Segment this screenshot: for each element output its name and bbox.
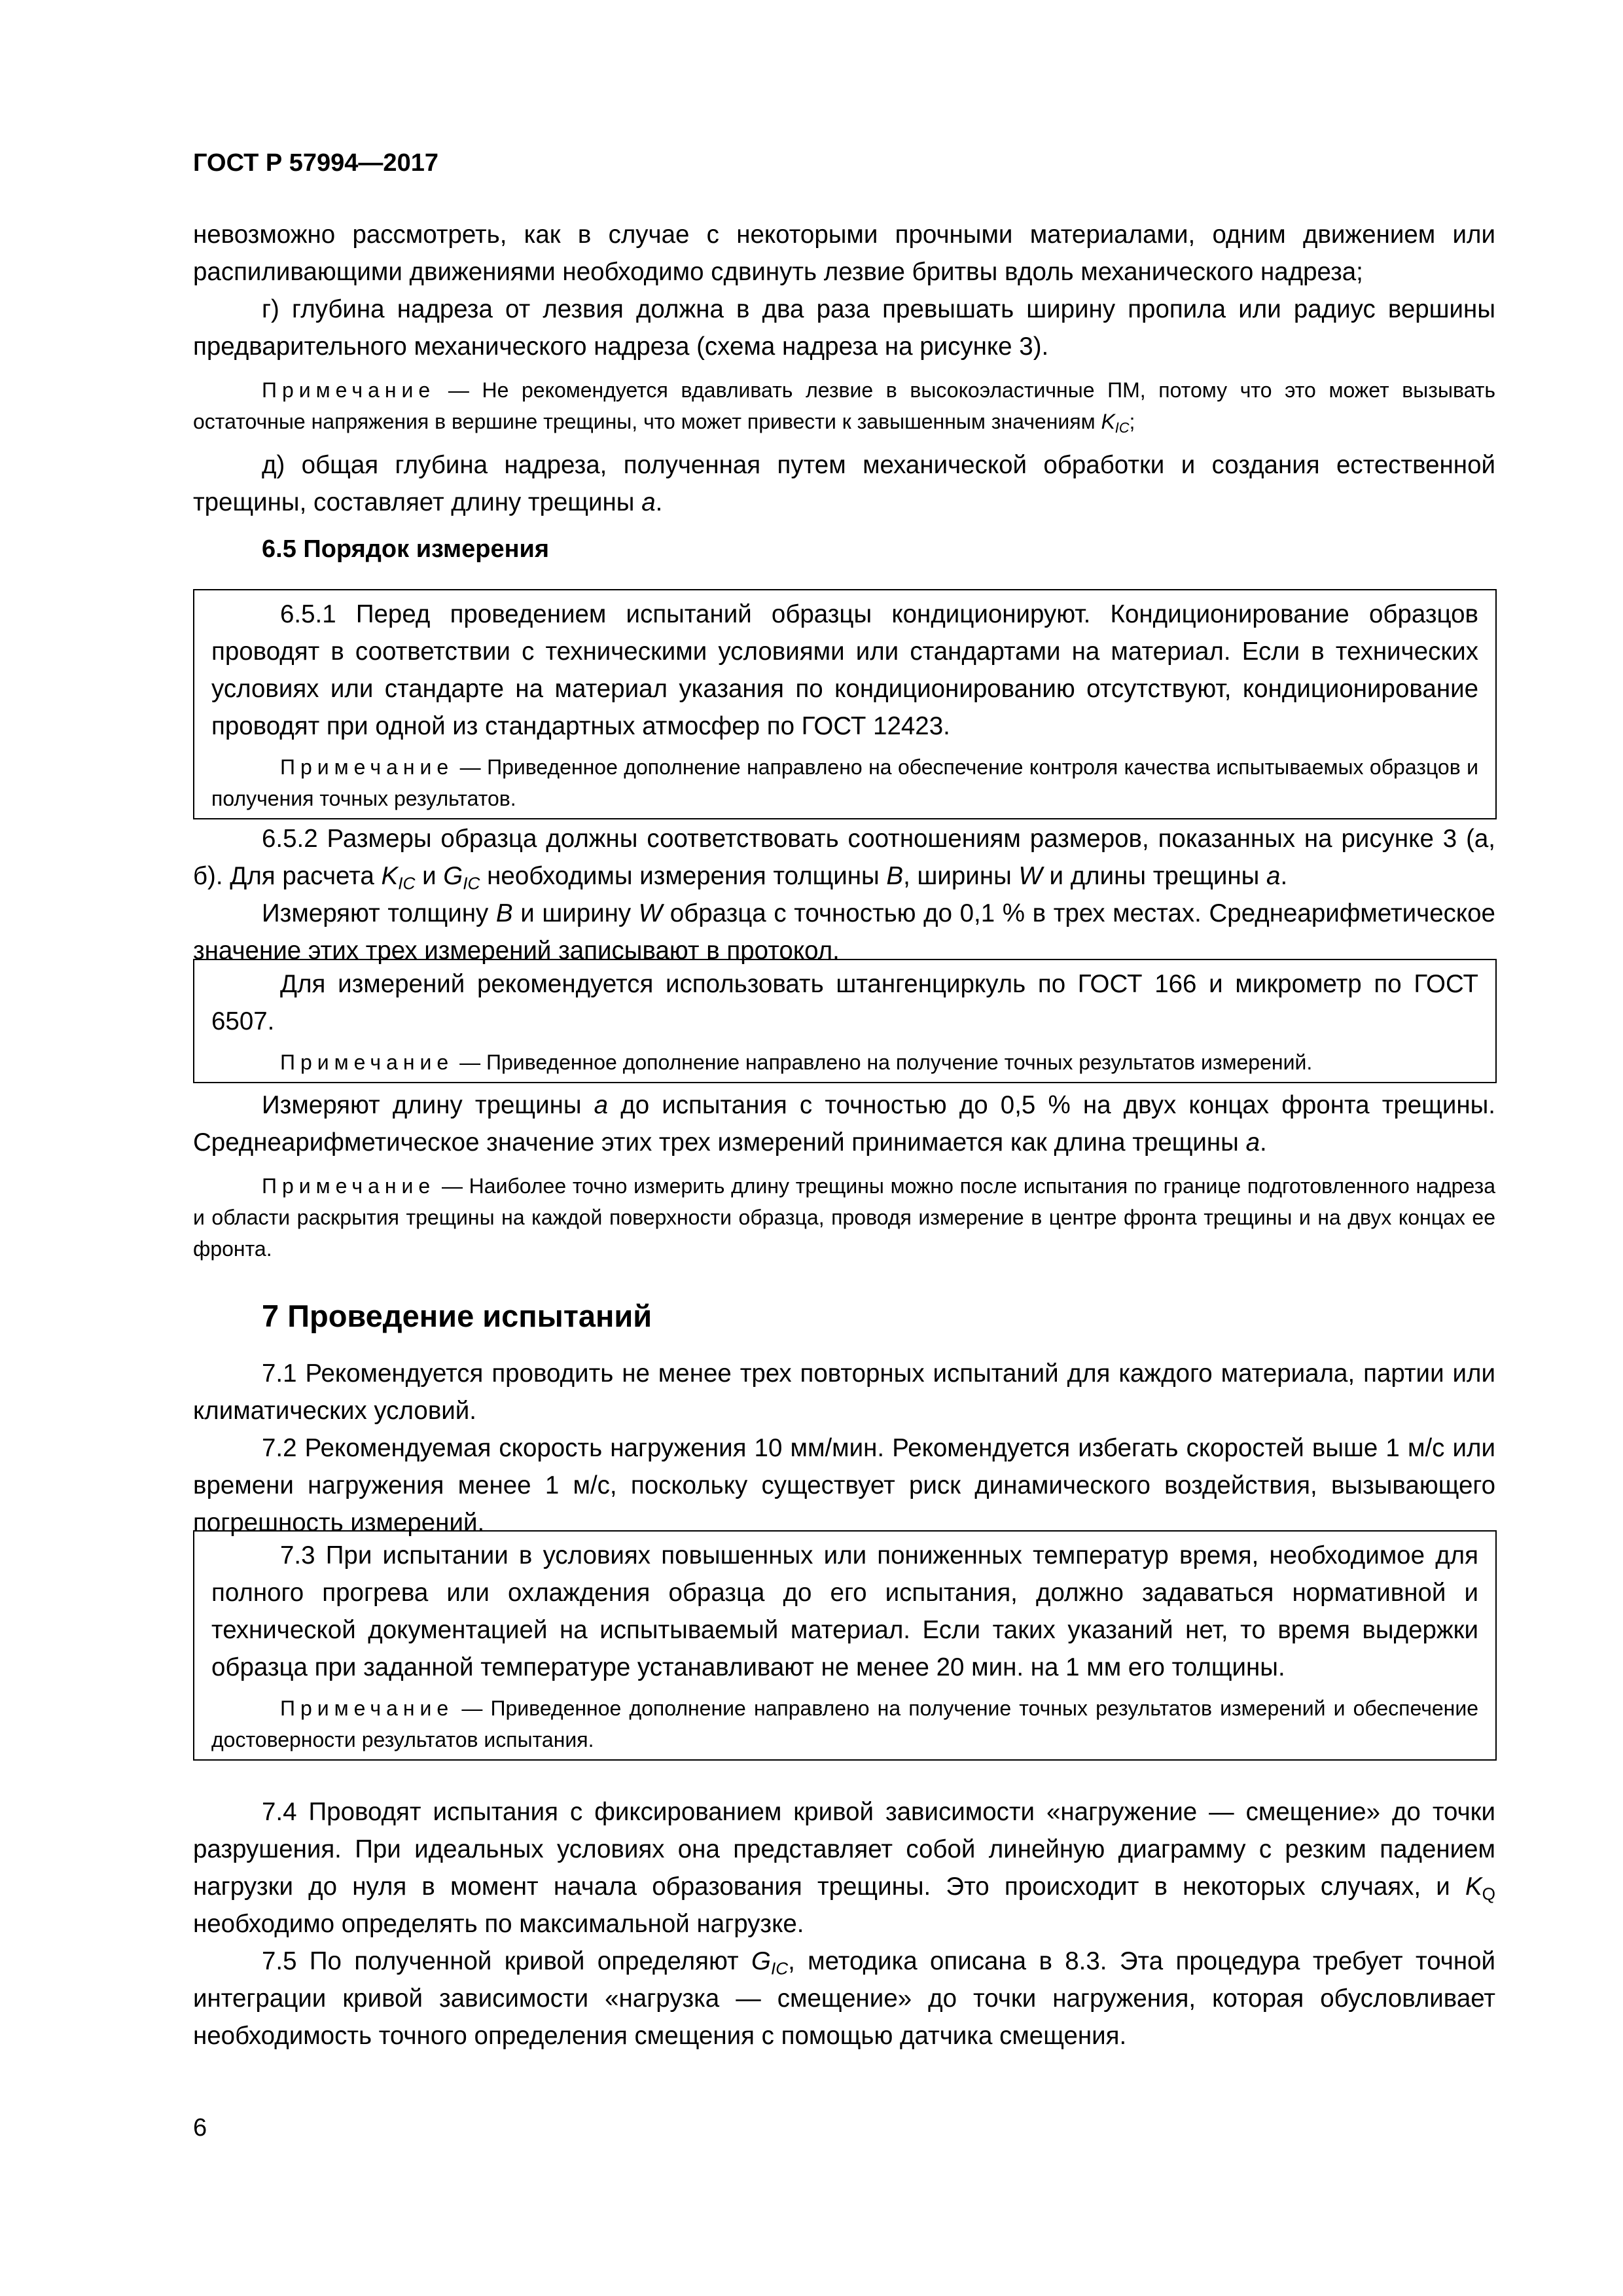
symbol-a: a xyxy=(1245,1128,1260,1157)
paragraph-item-d xyxy=(193,446,1495,521)
symbol-b: B xyxy=(495,899,513,927)
note-label: Примечание xyxy=(262,378,436,402)
paragraph-instruments: Для измерений рекомендуется использовать штангенциркуль по ГОСТ 166 и микрометр по ГОСТ 6507. xyxy=(211,970,1478,1035)
note-6-5-1 xyxy=(211,751,1478,814)
symbol-k: K xyxy=(1101,410,1115,433)
section-6-5 xyxy=(193,535,1495,564)
text: 7.5 По полученной кривой определяют xyxy=(262,1947,739,1975)
paragraph-6-5-1: 6.5.1 Перед проведением испытаний образцы кондиционируют. Кондиционирование образцов проводят в соответствии с техническими условиями или стандартами на материал. Если в технических условиях или стандарте на материал указания по кондиционированию отсутствуют, кондиционирование проводят при одной из стандартных атмосфер по ГОСТ 12423. xyxy=(211,600,1478,740)
note-crack xyxy=(193,1170,1495,1265)
symbol-w: W xyxy=(1018,862,1043,890)
paragraph-crack-length xyxy=(193,1086,1495,1161)
subscript-ic: IC xyxy=(770,1958,789,1979)
text: 7.4 Проводят испытания с фиксированием кривой зависимости «нагружение — смещение» до точки разрушения. При идеальных условиях она представляет собой линейную диаграмму с резким падением нагрузки до нуля в момент начала образования трещины. Это происходит в некоторых случаях, и xyxy=(193,1798,1495,1901)
paragraph-7-1: 7.1 Рекомендуется проводить не менее трех повторных испытаний для каждого материала, партии или климатических условий. xyxy=(193,1359,1495,1425)
note-text: Наиболее точно измерить длину трещины можно после испытания по границе подготовленного надреза и области раскрытия трещины на каждой поверхности образца, проводя измерение в центре фронта трещины и на двух концах ее фронта. xyxy=(193,1174,1496,1261)
text: и xyxy=(422,862,437,890)
note-instruments xyxy=(211,1047,1478,1078)
text: 6.5.2 Размеры образца должны соответствовать соотношениям размеров, показанных на рисунке 3 (а, б). Для расчета xyxy=(193,825,1495,890)
note-dash: — xyxy=(459,1050,481,1074)
text: . xyxy=(1280,862,1288,890)
symbol-a: a xyxy=(1266,862,1281,890)
note-text: Приведенное дополнение направлено на получение точных результатов измерений и обеспечение достоверности результатов испытания. xyxy=(211,1696,1479,1751)
box-7-3 xyxy=(193,1530,1497,1761)
text-end: . xyxy=(655,488,663,516)
note-dash: — xyxy=(441,1174,463,1198)
paragraph-7-2: 7.2 Рекомендуемая скорость нагружения 10 мм/мин. Рекомендуется избегать скоростей выше 1 м/с или времени нагружения менее 1 м/с, поскольку существует риск динамического воздействия, вызывающего погрешность измерений. xyxy=(193,1434,1495,1537)
note-dash: — xyxy=(461,1696,483,1720)
paragraphs-7-4-7-5 xyxy=(193,1793,1495,2054)
note-dash: — xyxy=(459,755,481,779)
text: образца с точностью до 0,1 % в трех местах. Среднеарифметическое значение этих трех измерений записывают в протокол. xyxy=(193,899,1495,965)
note-label: Примечание xyxy=(280,1050,454,1074)
text: до испытания с точностью до 0,5 % на двух концах фронта трещины. Среднеарифметическое значение этих трех измерений принимается как длина трещины xyxy=(193,1091,1495,1157)
symbol-g: G xyxy=(751,1947,771,1975)
text: д) общая глубина надреза, полученная путем механической обработки и создания естественной трещины, составляет длину трещины xyxy=(193,451,1495,516)
note-text: Приведенное дополнение направлено на обеспечение контроля качества испытываемых образцов и получения точных результатов. xyxy=(211,755,1479,810)
paragraph-6-5-2 xyxy=(193,820,1495,895)
note-dash: — xyxy=(448,378,469,402)
text: Измеряют длину трещины xyxy=(262,1091,582,1119)
paragraph-7-5 xyxy=(193,1943,1495,2054)
text: Измеряют толщину xyxy=(262,899,489,927)
box-6-5-1 xyxy=(193,589,1497,819)
box-instruments xyxy=(193,959,1497,1083)
subscript-q: Q xyxy=(1482,1884,1495,1904)
note-text: Не рекомендуется вдавливать лезвие в высокоэластичные ПМ, потому что это может вызывать остаточные напряжения в вершине трещины, что может привести к завышенным значениям xyxy=(193,378,1496,433)
text: и ширину xyxy=(520,899,632,927)
symbol-g: G xyxy=(443,862,463,890)
note-label: Примечание xyxy=(262,1174,436,1198)
section-title-7: 7 Проведение испытаний xyxy=(262,1299,652,1333)
symbol-k: K xyxy=(1465,1873,1482,1901)
paragraphs-7-1-7-2 xyxy=(193,1355,1495,1541)
paragraph-continuation: невозможно рассмотреть, как в случае с некоторыми прочными материалами, одним движением или распиливающими движениями необходимо сдвинуть лезвие бритвы вдоль механического надреза; xyxy=(193,221,1495,286)
note-label: Примечание xyxy=(280,755,454,779)
document-code: ГОСТ Р 57994—2017 xyxy=(193,149,438,177)
note-label: Примечание xyxy=(280,1696,454,1720)
paragraphs-6-5-2 xyxy=(193,820,1495,969)
paragraph-item-g: г) глубина надреза от лезвия должна в два раза превышать ширину пропила или радиус вершины предварительного механического надреза (схема надреза на рисунке 3). xyxy=(193,295,1495,361)
subscript-ic: IC xyxy=(1115,420,1130,437)
text: необходимы измерения толщины xyxy=(487,862,880,890)
continuation-block xyxy=(193,216,1495,521)
symbol-b: B xyxy=(886,862,904,890)
paragraph-7-3: 7.3 При испытании в условиях повышенных или пониженных температур время, необходимое для полного прогрева или охлаждения образца до его испытания, должно задаваться нормативной и технической документацией на испытываемый материал. Если таких указаний нет, то время выдержки образца при заданной температуре устанавливают не менее 20 мин. на 1 мм его толщины. xyxy=(211,1541,1478,1681)
note-1 xyxy=(193,374,1495,437)
note-7-3 xyxy=(211,1693,1478,1755)
text-end: . xyxy=(1259,1128,1267,1157)
text: , ширины xyxy=(903,862,1012,890)
note-end: ; xyxy=(1129,410,1135,433)
symbol-a: a xyxy=(641,488,656,516)
note-text: Приведенное дополнение направлено на получение точных результатов измерений. xyxy=(486,1050,1313,1074)
paragraph-crack-block xyxy=(193,1086,1495,1265)
text: необходимо определять по максимальной нагрузке. xyxy=(193,1910,804,1938)
subscript-ic: IC xyxy=(463,873,480,893)
page-number: 6 xyxy=(193,2114,207,2142)
symbol-k: K xyxy=(381,862,399,890)
paragraph-7-4 xyxy=(193,1793,1495,1943)
text: и длины трещины xyxy=(1049,862,1260,890)
subscript-ic: IC xyxy=(398,873,416,893)
paragraph-measure-bw xyxy=(193,895,1495,969)
symbol-w: W xyxy=(638,899,663,927)
subsection-title-6-5: 6.5 Порядок измерения xyxy=(262,535,550,563)
text: , методика описана в 8.3. Эта процедура требует точной интеграции кривой зависимости «нагрузка — смещение» до точки нагружения, которая обусловливает необходимость точного определения смещения с помощью датчика смещения. xyxy=(193,1947,1495,2050)
symbol-a: a xyxy=(594,1091,609,1119)
section-7 xyxy=(193,1298,1495,1334)
